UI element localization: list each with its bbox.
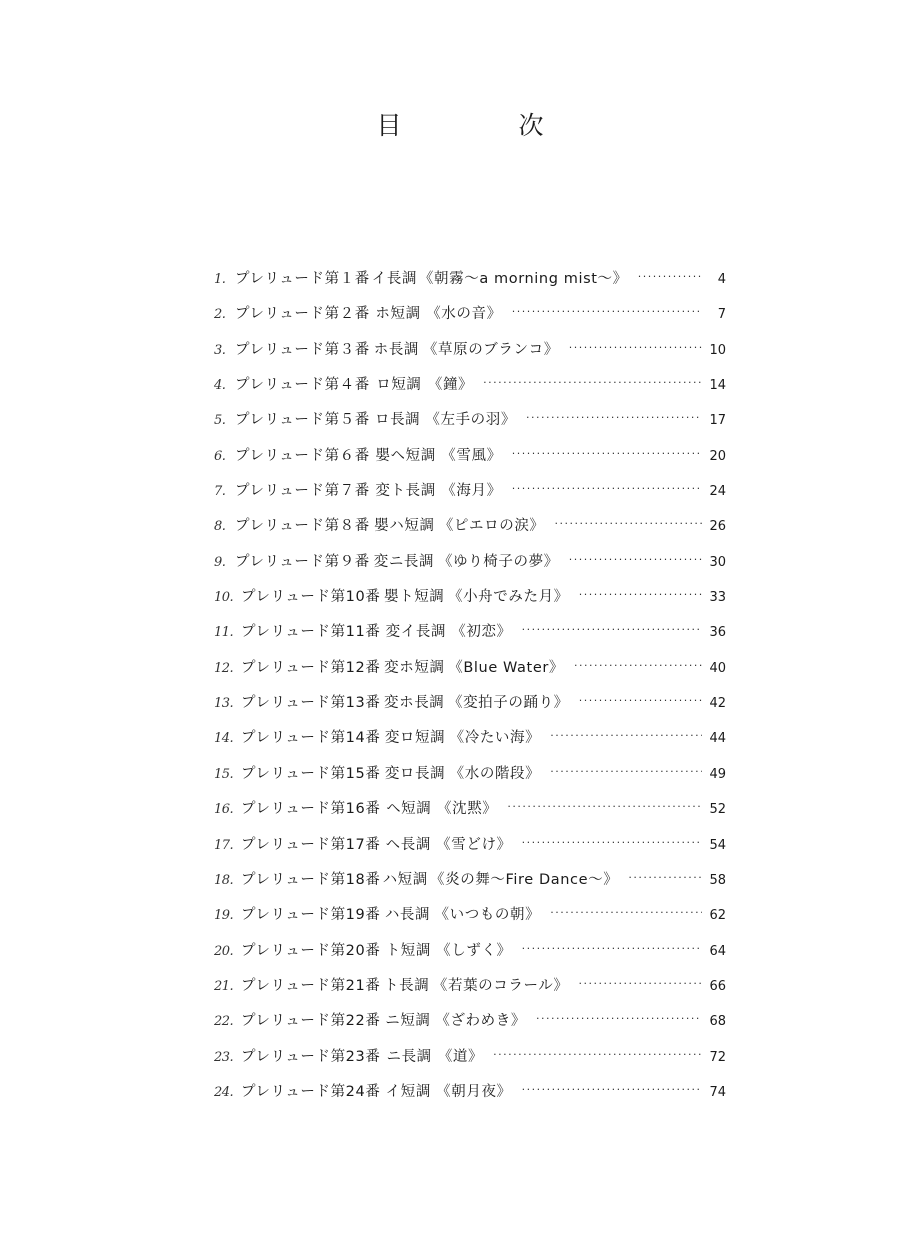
entry-subtitle: 《左手の羽》	[425, 412, 516, 429]
entry-key: ロ長調	[374, 412, 421, 429]
entry-prelude: プレリュード第12番	[241, 659, 381, 676]
dot-leader	[579, 577, 702, 612]
entry-subtitle: 《ピエロの涙》	[438, 518, 545, 535]
toc-entry[interactable]	[214, 721, 726, 756]
entry-subtitle: 《しずく》	[436, 942, 512, 959]
entry-prelude: プレリュード第16番	[241, 801, 381, 818]
entry-number: 9.	[214, 554, 226, 570]
dot-leader	[628, 860, 702, 895]
dot-leader	[522, 825, 702, 860]
toc-entry[interactable]	[214, 333, 726, 368]
page-number: 4	[717, 272, 726, 287]
entry-key: ヘ短調	[386, 801, 432, 818]
page-number: 52	[709, 802, 726, 818]
page-number: 62	[709, 908, 727, 924]
entry-key: 変ロ短調	[384, 730, 446, 747]
entry-subtitle: 《いつもの朝》	[434, 907, 541, 924]
page-title: 目 次	[376, 111, 590, 140]
entry-number: 23.	[214, 1049, 234, 1065]
entry-number: 22.	[214, 1014, 234, 1030]
dot-leader	[522, 612, 702, 647]
dot-leader	[512, 471, 702, 506]
entry-key: 嬰ヘ短調	[375, 447, 436, 464]
entry-number: 2.	[214, 307, 226, 323]
entry-number: 21.	[214, 978, 234, 994]
entry-prelude: プレリュード第23番	[241, 1048, 381, 1065]
entry-key: 嬰ト短調	[384, 589, 445, 606]
page-number: 68	[709, 1014, 726, 1030]
entry-number: 13.	[214, 696, 234, 712]
entry-key: ハ短調	[382, 871, 428, 888]
entry-key: ヘ長調	[385, 836, 431, 853]
entry-prelude: プレリュード第５番	[235, 412, 370, 429]
entry-key: ハ長調	[384, 907, 431, 924]
entry-number: 14.	[214, 731, 234, 747]
entry-number: 18.	[214, 872, 234, 888]
toc-entry[interactable]	[214, 403, 726, 438]
toc-entry[interactable]	[214, 368, 726, 403]
page-number: 72	[709, 1049, 726, 1065]
page-number: 10	[709, 342, 726, 358]
dot-leader	[550, 895, 702, 930]
toc-entry[interactable]	[214, 297, 726, 332]
toc-entry[interactable]	[214, 580, 726, 615]
entry-subtitle: 《若葉のコラール》	[432, 977, 569, 994]
page-number: 36	[709, 625, 726, 641]
dot-leader	[536, 1001, 702, 1036]
toc-entry[interactable]	[214, 686, 726, 721]
entry-key: ロ短調	[376, 377, 422, 394]
entry-prelude: プレリュード第４番	[235, 377, 370, 394]
dot-leader	[638, 259, 702, 294]
toc-entry[interactable]	[214, 792, 726, 827]
toc-entry[interactable]	[214, 439, 726, 474]
entry-number: 3.	[214, 342, 226, 358]
entry-subtitle: 《Blue Water》	[448, 659, 565, 676]
entry-prelude: プレリュード第11番	[241, 624, 381, 641]
toc-entry[interactable]	[214, 651, 726, 686]
entry-prelude: プレリュード第３番	[235, 341, 370, 358]
page-number: 24	[709, 484, 726, 500]
entry-subtitle: 《海月》	[441, 483, 502, 500]
entry-subtitle: 《水の階段》	[449, 765, 541, 782]
dot-leader	[512, 294, 702, 329]
entry-prelude: プレリュード第22番	[241, 1013, 381, 1030]
entry-subtitle: 《冷たい海》	[449, 730, 541, 747]
dot-leader	[493, 1037, 702, 1072]
entry-number: 12.	[214, 660, 234, 676]
entry-key: 変ホ短調	[384, 659, 445, 676]
page-number: 14	[709, 378, 727, 394]
entry-number: 7.	[214, 484, 226, 500]
entry-prelude: プレリュード第１番	[235, 271, 370, 287]
dot-leader	[569, 330, 702, 365]
entry-subtitle: 《朝月夜》	[436, 1083, 512, 1100]
entry-subtitle: 《雪どけ》	[436, 836, 512, 853]
entry-key: ト短調	[385, 942, 431, 959]
dot-leader	[579, 683, 702, 718]
dot-leader	[507, 789, 702, 824]
entry-subtitle: 《変拍子の踊り》	[447, 695, 569, 712]
page-number: 58	[709, 872, 726, 888]
entry-prelude: プレリュード第15番	[241, 765, 381, 782]
entry-prelude: プレリュード第10番	[241, 589, 381, 606]
entry-key: イ短調	[385, 1083, 431, 1100]
toc-entry[interactable]	[214, 934, 726, 969]
entry-number: 10.	[214, 590, 234, 606]
entry-key: ニ短調	[385, 1013, 431, 1030]
entry-prelude: プレリュード第13番	[241, 695, 381, 712]
page-number: 7	[717, 307, 726, 323]
dot-leader	[550, 754, 702, 789]
entry-key: 変ニ長調	[373, 553, 435, 570]
entry-subtitle: 《炎の舞〜Fire Dance〜》	[430, 871, 619, 888]
toc-entry[interactable]	[214, 898, 726, 933]
page-number: 40	[709, 660, 727, 676]
toc-entry[interactable]	[214, 1075, 726, 1110]
entry-subtitle: 《鐘》	[427, 377, 474, 394]
page-number: 42	[709, 696, 726, 712]
toc-entry[interactable]	[214, 757, 726, 792]
entry-subtitle: 《小舟でみた月》	[447, 589, 569, 606]
entry-prelude: プレリュード第20番	[241, 942, 381, 959]
page-number: 66	[709, 978, 726, 994]
dot-leader	[574, 648, 702, 683]
entry-number: 11.	[214, 625, 234, 641]
entry-number: 24.	[214, 1084, 234, 1100]
entry-number: 6.	[214, 448, 226, 464]
entry-key: ト長調	[384, 977, 430, 994]
entry-key: ニ長調	[386, 1048, 432, 1065]
page-number: 64	[709, 943, 726, 959]
dot-leader	[569, 542, 702, 577]
toc-entry[interactable]	[214, 474, 726, 509]
toc-entry[interactable]	[214, 828, 726, 863]
entry-key: 嬰ハ短調	[374, 518, 435, 535]
toc-entry[interactable]	[214, 545, 726, 580]
toc-entry[interactable]	[214, 863, 726, 898]
entry-number: 4.	[214, 378, 226, 394]
entry-prelude: プレリュード第６番	[235, 447, 370, 464]
entry-prelude: プレリュード第９番	[235, 553, 370, 570]
page-number: 74	[709, 1084, 726, 1100]
entry-key: イ長調	[371, 271, 418, 287]
entry-prelude: プレリュード第19番	[241, 907, 381, 924]
entry-prelude: プレリュード第８番	[235, 518, 370, 535]
entry-number: 19.	[214, 908, 234, 924]
table-of-contents	[214, 262, 726, 1110]
entry-key: 変ト長調	[375, 483, 436, 500]
dot-leader	[522, 1072, 702, 1107]
toc-entry[interactable]	[214, 1040, 726, 1075]
toc-entry[interactable]	[214, 1004, 726, 1039]
page-number: 54	[709, 837, 726, 853]
entry-number: 8.	[214, 519, 226, 535]
page-number: 26	[709, 519, 727, 535]
entry-prelude: プレリュード第17番	[241, 836, 381, 853]
entry-subtitle: 《初恋》	[451, 624, 512, 641]
page-number: 17	[709, 413, 726, 429]
entry-number: 16.	[214, 802, 234, 818]
entry-subtitle: 《朝霧〜a morning mist〜》	[418, 271, 628, 287]
entry-subtitle: 《ゆり椅子の夢》	[437, 553, 559, 570]
dot-leader	[526, 400, 702, 435]
entry-number: 17.	[214, 837, 234, 853]
entry-subtitle: 《雪風》	[441, 447, 502, 464]
entry-number: 5.	[214, 413, 226, 429]
dot-leader	[522, 931, 702, 966]
entry-number: 15.	[214, 766, 234, 782]
entry-subtitle: 《道》	[437, 1048, 484, 1065]
entry-subtitle: 《草原のブランコ》	[422, 341, 559, 358]
entry-prelude: プレリュード第14番	[241, 730, 381, 747]
toc-entry[interactable]	[214, 262, 726, 297]
entry-prelude: プレリュード第７番	[235, 483, 370, 500]
page-number: 49	[709, 766, 727, 782]
entry-key: 変ロ長調	[384, 765, 446, 782]
entry-subtitle: 《ざわめき》	[435, 1013, 526, 1030]
entry-key: ホ長調	[373, 341, 420, 358]
dot-leader	[555, 506, 702, 541]
entry-key: 変イ長調	[385, 624, 447, 641]
dot-leader	[550, 718, 702, 753]
toc-entry[interactable]	[214, 509, 726, 544]
page-number: 30	[709, 554, 726, 570]
toc-entry[interactable]	[214, 969, 726, 1004]
dot-leader	[512, 436, 702, 471]
page-number: 44	[709, 731, 727, 747]
page-number: 33	[709, 590, 726, 606]
entry-key: ホ短調	[375, 306, 421, 323]
dot-leader	[578, 966, 702, 1001]
entry-key: 変ホ長調	[384, 695, 445, 712]
dot-leader	[483, 365, 702, 400]
entry-subtitle: 《水の音》	[426, 306, 502, 323]
entry-subtitle: 《沈黙》	[437, 801, 498, 818]
entry-prelude: プレリュード第21番	[241, 977, 381, 994]
toc-entry[interactable]	[214, 615, 726, 650]
entry-prelude: プレリュード第18番	[241, 871, 381, 888]
entry-number: 1.	[214, 272, 226, 287]
entry-number: 20.	[214, 943, 234, 959]
page-number: 20	[709, 448, 726, 464]
entry-prelude: プレリュード第24番	[241, 1083, 381, 1100]
entry-prelude: プレリュード第２番	[235, 306, 370, 323]
